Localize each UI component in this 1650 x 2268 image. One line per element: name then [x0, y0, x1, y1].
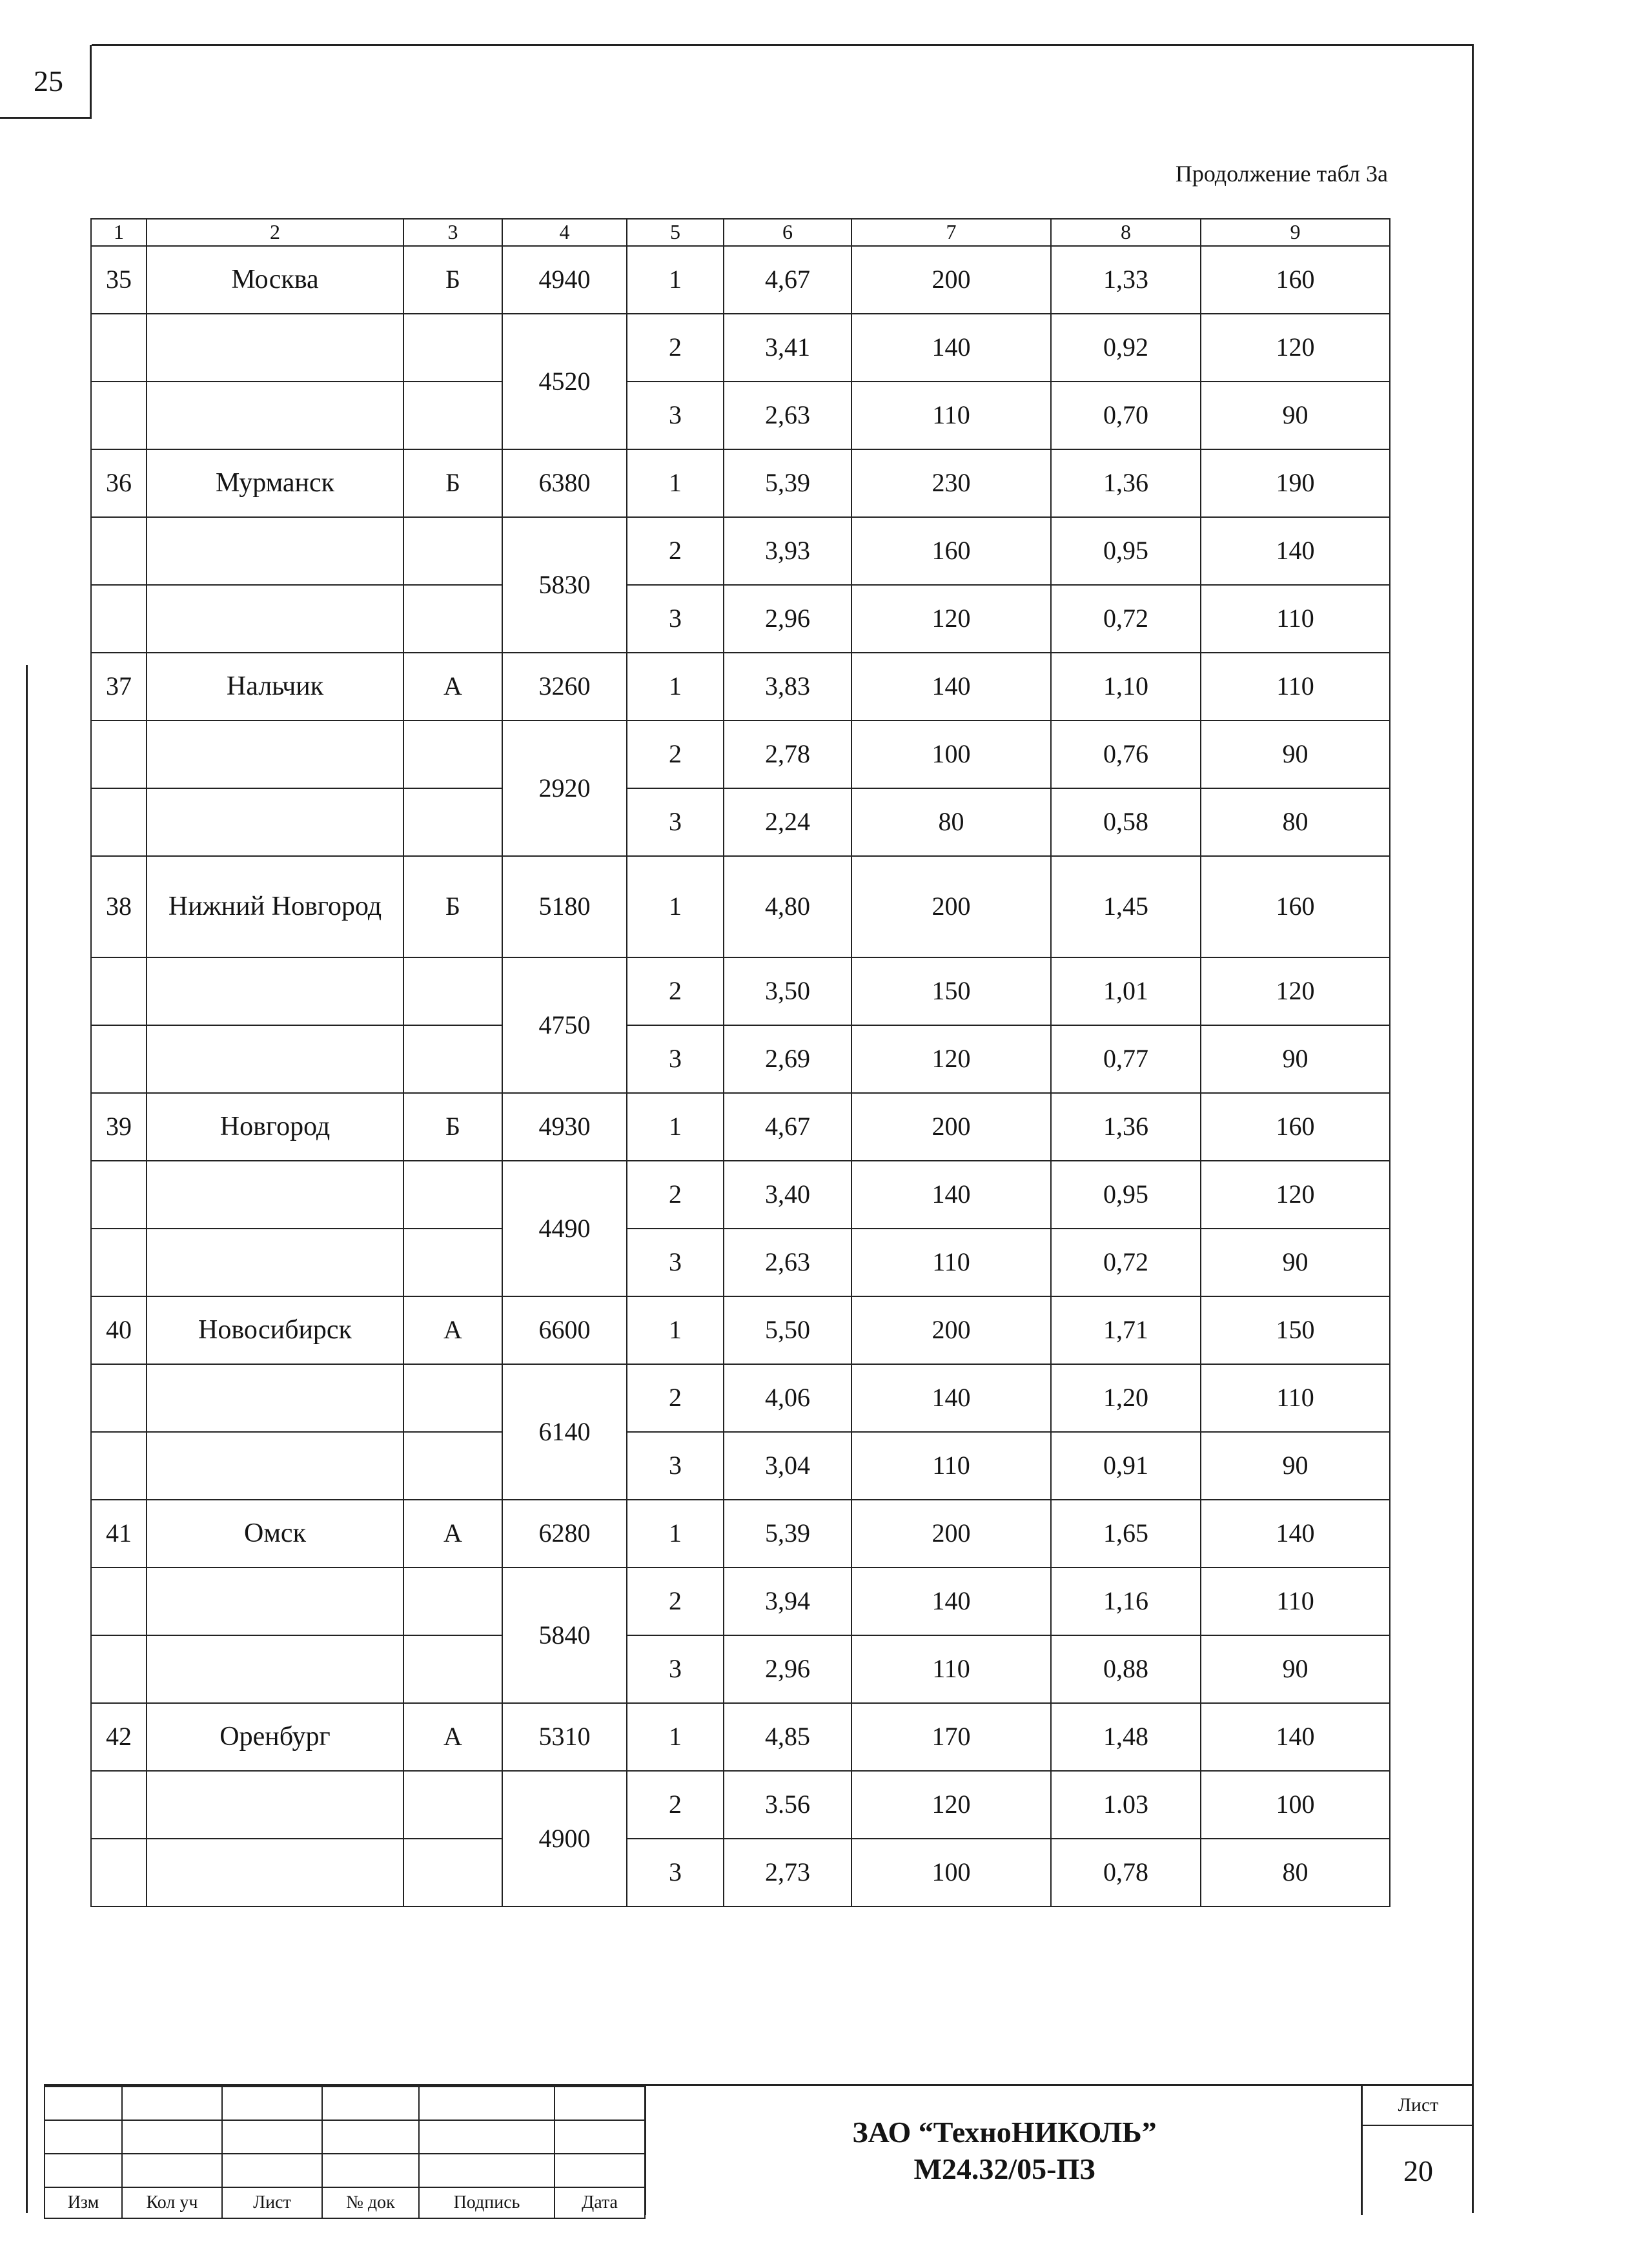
city-cell: Новгород — [147, 1093, 403, 1161]
value-cell: 200 — [851, 1296, 1051, 1364]
col4-cell: 5310 — [502, 1703, 627, 1771]
value-cell: 1,33 — [1051, 246, 1201, 314]
empty-cell — [91, 1568, 147, 1635]
stamp-label: Дата — [555, 2187, 645, 2218]
value-cell: 110 — [851, 1635, 1051, 1703]
title-block — [44, 2084, 1474, 2213]
value-cell: 150 — [1201, 1296, 1390, 1364]
value-cell: 3,93 — [724, 517, 851, 585]
empty-cell — [403, 1025, 502, 1093]
col4-cell: 5840 — [502, 1568, 627, 1703]
empty-cell — [403, 788, 502, 856]
table-row — [91, 449, 1390, 517]
table-row — [91, 653, 1390, 720]
table-row — [91, 246, 1390, 314]
empty-cell — [403, 314, 502, 382]
value-cell: 1,48 — [1051, 1703, 1201, 1771]
value-cell: 190 — [1201, 449, 1390, 517]
value-cell: 3,83 — [724, 653, 851, 720]
value-cell: 0,92 — [1051, 314, 1201, 382]
zone-cell: А — [403, 1703, 502, 1771]
city-cell: Нижний Новгород — [147, 856, 403, 957]
header-cell: 5 — [627, 219, 724, 246]
empty-cell — [403, 1568, 502, 1635]
stamp-label: Лист — [222, 2187, 322, 2218]
zone-cell: Б — [403, 856, 502, 957]
table-row — [91, 1500, 1390, 1568]
title-block-grid — [44, 2086, 646, 2219]
value-cell: 120 — [851, 1771, 1051, 1839]
value-cell: 80 — [851, 788, 1051, 856]
city-cell: Оренбург — [147, 1703, 403, 1771]
value-cell: 1 — [627, 1296, 724, 1364]
stamp-label: Изм — [45, 2187, 122, 2218]
stamp-label: Подпись — [419, 2187, 555, 2218]
value-cell: 1,10 — [1051, 653, 1201, 720]
continuation-label: Продолжение табл 3а — [1175, 161, 1388, 187]
value-cell: 170 — [851, 1703, 1051, 1771]
table-row — [91, 1296, 1390, 1364]
value-cell: 1,45 — [1051, 856, 1201, 957]
empty-cell — [147, 1635, 403, 1703]
value-cell: 1 — [627, 449, 724, 517]
value-cell: 2 — [627, 1568, 724, 1635]
value-cell: 160 — [851, 517, 1051, 585]
value-cell: 90 — [1201, 1432, 1390, 1500]
header-cell: 4 — [502, 219, 627, 246]
value-cell: 100 — [851, 1839, 1051, 1906]
value-cell: 3 — [627, 382, 724, 449]
col4-cell: 3260 — [502, 653, 627, 720]
value-cell: 80 — [1201, 788, 1390, 856]
empty-cell — [147, 1025, 403, 1093]
col4-cell: 4930 — [502, 1093, 627, 1161]
value-cell: 2 — [627, 1161, 724, 1229]
value-cell: 140 — [851, 1568, 1051, 1635]
row-number-cell: 37 — [91, 653, 147, 720]
value-cell: 2,96 — [724, 585, 851, 653]
empty-cell — [91, 957, 147, 1025]
value-cell: 0,88 — [1051, 1635, 1201, 1703]
value-cell: 2 — [627, 720, 724, 788]
col4-cell: 6140 — [502, 1364, 627, 1500]
col4-cell: 5180 — [502, 856, 627, 957]
value-cell: 3 — [627, 788, 724, 856]
frame-right-line — [1472, 44, 1474, 2213]
value-cell: 140 — [1201, 1703, 1390, 1771]
value-cell: 2,96 — [724, 1635, 851, 1703]
zone-cell: А — [403, 653, 502, 720]
empty-cell — [403, 1839, 502, 1906]
value-cell: 0,58 — [1051, 788, 1201, 856]
empty-cell — [91, 1771, 147, 1839]
value-cell: 140 — [851, 314, 1051, 382]
value-cell: 1,65 — [1051, 1500, 1201, 1568]
col4-cell: 6280 — [502, 1500, 627, 1568]
value-cell: 4,06 — [724, 1364, 851, 1432]
table-row — [91, 1093, 1390, 1161]
city-cell: Нальчик — [147, 653, 403, 720]
value-cell: 2,78 — [724, 720, 851, 788]
sheet-number: 20 — [1403, 2154, 1433, 2187]
zone-cell: Б — [403, 1093, 502, 1161]
header-cell: 9 — [1201, 219, 1390, 246]
table-row — [91, 382, 1390, 449]
value-cell: 3,04 — [724, 1432, 851, 1500]
value-cell: 110 — [851, 382, 1051, 449]
empty-cell — [91, 1364, 147, 1432]
value-cell: 140 — [851, 1364, 1051, 1432]
value-cell: 100 — [1201, 1771, 1390, 1839]
empty-cell — [91, 1432, 147, 1500]
value-cell: 140 — [851, 1161, 1051, 1229]
sheet-label: Лист — [1363, 2086, 1474, 2126]
value-cell: 120 — [1201, 957, 1390, 1025]
value-cell: 3,41 — [724, 314, 851, 382]
empty-cell — [403, 1771, 502, 1839]
value-cell: 100 — [851, 720, 1051, 788]
empty-cell — [147, 1229, 403, 1296]
empty-cell — [91, 1839, 147, 1906]
value-cell: 1 — [627, 1703, 724, 1771]
value-cell: 2 — [627, 1364, 724, 1432]
empty-cell — [403, 382, 502, 449]
value-cell: 200 — [851, 246, 1051, 314]
col4-cell: 4940 — [502, 246, 627, 314]
city-cell: Омск — [147, 1500, 403, 1568]
header-cell: 8 — [1051, 219, 1201, 246]
value-cell: 110 — [1201, 1568, 1390, 1635]
company-name: ЗАО “ТехноНИКОЛЬ” — [852, 2115, 1157, 2149]
value-cell: 80 — [1201, 1839, 1390, 1906]
value-cell: 2,63 — [724, 382, 851, 449]
empty-cell — [403, 585, 502, 653]
value-cell: 3,50 — [724, 957, 851, 1025]
document-code: М24.32/05-ПЗ — [913, 2152, 1095, 2185]
value-cell: 1 — [627, 653, 724, 720]
value-cell: 2,73 — [724, 1839, 851, 1906]
value-cell: 1,20 — [1051, 1364, 1201, 1432]
empty-cell — [91, 585, 147, 653]
empty-cell — [403, 1229, 502, 1296]
frame-left-line — [26, 665, 28, 2213]
table-row — [91, 957, 1390, 1025]
zone-cell: А — [403, 1296, 502, 1364]
value-cell: 0,91 — [1051, 1432, 1201, 1500]
value-cell: 3,94 — [724, 1568, 851, 1635]
value-cell: 4,85 — [724, 1703, 851, 1771]
value-cell: 2,24 — [724, 788, 851, 856]
table-row — [91, 314, 1390, 382]
value-cell: 0,77 — [1051, 1025, 1201, 1093]
empty-cell — [147, 1771, 403, 1839]
value-cell: 90 — [1201, 1025, 1390, 1093]
value-cell: 2,63 — [724, 1229, 851, 1296]
table-row — [91, 585, 1390, 653]
value-cell: 200 — [851, 1500, 1051, 1568]
value-cell: 4,67 — [724, 1093, 851, 1161]
value-cell: 110 — [1201, 585, 1390, 653]
empty-cell — [91, 720, 147, 788]
empty-cell — [147, 1568, 403, 1635]
empty-cell — [403, 1635, 502, 1703]
table-row — [91, 788, 1390, 856]
stamp-title — [644, 2086, 1363, 2215]
row-number-cell: 42 — [91, 1703, 147, 1771]
row-number-cell: 36 — [91, 449, 147, 517]
stamp-label: Кол уч — [122, 2187, 222, 2218]
empty-cell — [147, 1432, 403, 1500]
row-number-cell: 40 — [91, 1296, 147, 1364]
frame-top-line — [92, 44, 1473, 46]
value-cell: 120 — [1201, 1161, 1390, 1229]
value-cell: 120 — [1201, 314, 1390, 382]
value-cell: 0,72 — [1051, 1229, 1201, 1296]
empty-cell — [147, 382, 403, 449]
empty-cell — [403, 1364, 502, 1432]
empty-cell — [147, 1364, 403, 1432]
value-cell: 1,16 — [1051, 1568, 1201, 1635]
value-cell: 3.56 — [724, 1771, 851, 1839]
city-cell: Москва — [147, 246, 403, 314]
value-cell: 2 — [627, 1771, 724, 1839]
row-number-cell: 41 — [91, 1500, 147, 1568]
value-cell: 110 — [851, 1432, 1051, 1500]
table-row — [91, 1771, 1390, 1839]
zone-cell: Б — [403, 246, 502, 314]
col4-cell: 4900 — [502, 1771, 627, 1906]
header-cell: 3 — [403, 219, 502, 246]
value-cell: 3 — [627, 1025, 724, 1093]
value-cell: 230 — [851, 449, 1051, 517]
value-cell: 4,80 — [724, 856, 851, 957]
table-row — [91, 1839, 1390, 1906]
row-number-cell: 39 — [91, 1093, 147, 1161]
table-row — [91, 1161, 1390, 1229]
value-cell: 200 — [851, 856, 1051, 957]
empty-cell — [147, 1161, 403, 1229]
empty-cell — [403, 1432, 502, 1500]
empty-cell — [403, 1161, 502, 1229]
city-cell: Мурманск — [147, 449, 403, 517]
data-table — [90, 218, 1390, 1907]
value-cell: 0,78 — [1051, 1839, 1201, 1906]
value-cell: 1,01 — [1051, 957, 1201, 1025]
col4-cell: 4490 — [502, 1161, 627, 1296]
value-cell: 2 — [627, 517, 724, 585]
table-row — [91, 1635, 1390, 1703]
table-row — [91, 1432, 1390, 1500]
value-cell: 1 — [627, 1500, 724, 1568]
row-number-cell: 38 — [91, 856, 147, 957]
value-cell: 90 — [1201, 382, 1390, 449]
table-row — [91, 1229, 1390, 1296]
col4-cell: 4520 — [502, 314, 627, 449]
value-cell: 5,39 — [724, 449, 851, 517]
empty-cell — [403, 720, 502, 788]
empty-cell — [147, 788, 403, 856]
value-cell: 120 — [851, 585, 1051, 653]
col4-cell: 5830 — [502, 517, 627, 653]
value-cell: 0,72 — [1051, 585, 1201, 653]
value-cell: 160 — [1201, 856, 1390, 957]
value-cell: 1.03 — [1051, 1771, 1201, 1839]
empty-cell — [91, 1229, 147, 1296]
table-row — [91, 856, 1390, 957]
value-cell: 160 — [1201, 1093, 1390, 1161]
value-cell: 140 — [851, 653, 1051, 720]
value-cell: 2,69 — [724, 1025, 851, 1093]
table-header-row — [91, 219, 1390, 246]
header-cell: 6 — [724, 219, 851, 246]
value-cell: 1 — [627, 856, 724, 957]
row-number-cell: 35 — [91, 246, 147, 314]
empty-cell — [147, 517, 403, 585]
value-cell: 200 — [851, 1093, 1051, 1161]
value-cell: 4,67 — [724, 246, 851, 314]
value-cell: 90 — [1201, 1229, 1390, 1296]
header-cell: 2 — [147, 219, 403, 246]
value-cell: 0,76 — [1051, 720, 1201, 788]
value-cell: 0,95 — [1051, 517, 1201, 585]
empty-cell — [403, 957, 502, 1025]
stamp-label: № док — [322, 2187, 419, 2218]
value-cell: 5,39 — [724, 1500, 851, 1568]
zone-cell: Б — [403, 449, 502, 517]
empty-cell — [147, 1839, 403, 1906]
value-cell: 150 — [851, 957, 1051, 1025]
value-cell: 90 — [1201, 720, 1390, 788]
value-cell: 2 — [627, 957, 724, 1025]
empty-cell — [91, 1161, 147, 1229]
value-cell: 1,71 — [1051, 1296, 1201, 1364]
value-cell: 120 — [851, 1025, 1051, 1093]
value-cell: 160 — [1201, 246, 1390, 314]
value-cell: 110 — [1201, 653, 1390, 720]
value-cell: 3 — [627, 1635, 724, 1703]
header-cell: 7 — [851, 219, 1051, 246]
value-cell: 3 — [627, 1839, 724, 1906]
value-cell: 110 — [851, 1229, 1051, 1296]
value-cell: 3 — [627, 585, 724, 653]
sheet-box — [1361, 2086, 1474, 2215]
value-cell: 110 — [1201, 1364, 1390, 1432]
empty-cell — [91, 314, 147, 382]
col4-cell: 6600 — [502, 1296, 627, 1364]
table-row — [91, 1568, 1390, 1635]
value-cell: 0,95 — [1051, 1161, 1201, 1229]
empty-cell — [91, 382, 147, 449]
empty-cell — [91, 788, 147, 856]
empty-cell — [91, 517, 147, 585]
value-cell: 1 — [627, 246, 724, 314]
page-number: 25 — [0, 45, 92, 119]
table-row — [91, 1364, 1390, 1432]
value-cell: 3 — [627, 1432, 724, 1500]
col4-cell: 2920 — [502, 720, 627, 856]
empty-cell — [403, 517, 502, 585]
empty-cell — [147, 314, 403, 382]
value-cell: 140 — [1201, 1500, 1390, 1568]
empty-cell — [91, 1635, 147, 1703]
table-row — [91, 517, 1390, 585]
value-cell: 0,70 — [1051, 382, 1201, 449]
value-cell: 140 — [1201, 517, 1390, 585]
empty-cell — [91, 1025, 147, 1093]
empty-cell — [147, 585, 403, 653]
table-row — [91, 1025, 1390, 1093]
value-cell: 1 — [627, 1093, 724, 1161]
table-row — [91, 1703, 1390, 1771]
col4-cell: 6380 — [502, 449, 627, 517]
value-cell: 3,40 — [724, 1161, 851, 1229]
col4-cell: 4750 — [502, 957, 627, 1093]
zone-cell: А — [403, 1500, 502, 1568]
value-cell: 1,36 — [1051, 449, 1201, 517]
value-cell: 2 — [627, 314, 724, 382]
empty-cell — [147, 720, 403, 788]
value-cell: 90 — [1201, 1635, 1390, 1703]
empty-cell — [147, 957, 403, 1025]
value-cell: 5,50 — [724, 1296, 851, 1364]
value-cell: 1,36 — [1051, 1093, 1201, 1161]
city-cell: Новосибирск — [147, 1296, 403, 1364]
header-cell: 1 — [91, 219, 147, 246]
value-cell: 3 — [627, 1229, 724, 1296]
table-row — [91, 720, 1390, 788]
